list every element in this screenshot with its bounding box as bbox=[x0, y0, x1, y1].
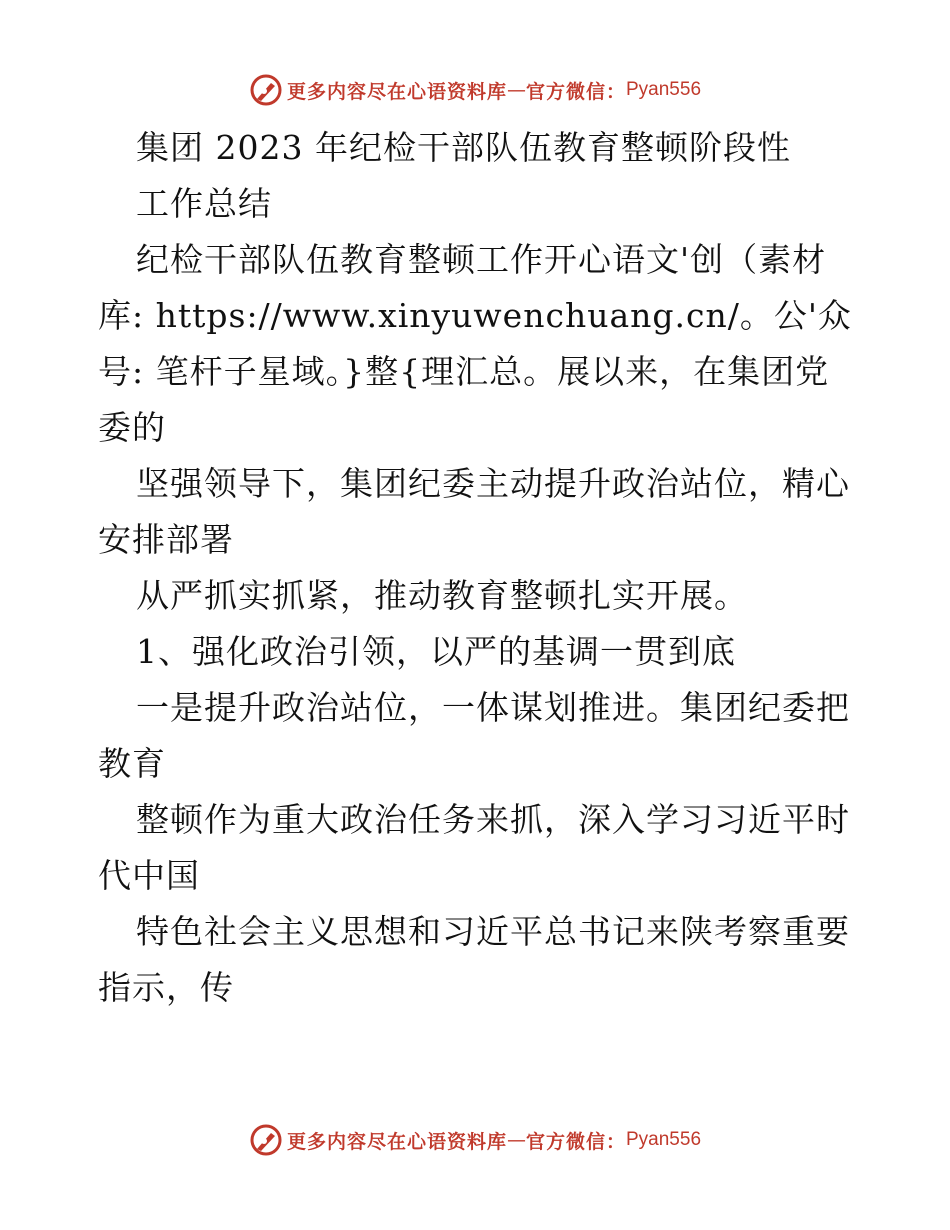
watermark-text: 更多内容尽在心语资料库 bbox=[286, 1130, 507, 1153]
doc-title-line-1: 集团 2023 年纪检干部队伍教育整顿阶段性 bbox=[136, 128, 791, 167]
watermark-banner-top bbox=[0, 70, 950, 110]
doc-line: 库: https://www.xinyuwenchuang.cn/。公'众 bbox=[98, 296, 852, 335]
doc-line: 坚强领导下，集团纪委主动提升政治站位，精心 bbox=[136, 464, 850, 503]
doc-line: 从严抓实抓紧，推动教育整顿扎实开展。 bbox=[136, 576, 748, 615]
doc-line: 安排部署 bbox=[98, 520, 234, 559]
document-body bbox=[98, 120, 858, 1016]
doc-line: 一是提升政治站位，一体谋划推进。集团纪委把 bbox=[136, 688, 850, 727]
wechat-label: 官方微信： bbox=[525, 1130, 626, 1153]
wechat-id: Pyan556 bbox=[626, 1129, 702, 1150]
watermark-separator: — bbox=[506, 1129, 526, 1151]
watermark-banner-bottom bbox=[0, 1120, 950, 1160]
watermark-text: 更多内容尽在心语资料库 bbox=[286, 80, 507, 103]
wechat-id: Pyan556 bbox=[626, 79, 702, 100]
doc-line: 教育 bbox=[98, 744, 166, 783]
doc-line: 指示，传 bbox=[98, 968, 234, 1007]
doc-title-line-2: 工作总结 bbox=[136, 184, 272, 223]
doc-line: 委的 bbox=[98, 408, 166, 447]
pen-logo-icon bbox=[249, 73, 283, 107]
doc-line: 特色社会主义思想和习近平总书记来陕考察重要 bbox=[136, 912, 850, 951]
doc-section-heading: 1、强化政治引领，以严的基调一贯到底 bbox=[136, 632, 736, 671]
doc-line: 纪检干部队伍教育整顿工作开心语文'创（素材 bbox=[136, 240, 827, 279]
pen-logo-icon bbox=[249, 1123, 283, 1157]
watermark-separator: — bbox=[506, 79, 526, 101]
doc-line: 整顿作为重大政治任务来抓，深入学习习近平时 bbox=[136, 800, 850, 839]
wechat-label: 官方微信： bbox=[525, 80, 626, 103]
doc-line: 代中国 bbox=[98, 856, 200, 895]
doc-line: 号: 笔杆子星域。}整{理汇总。展以来，在集团党 bbox=[98, 352, 830, 391]
